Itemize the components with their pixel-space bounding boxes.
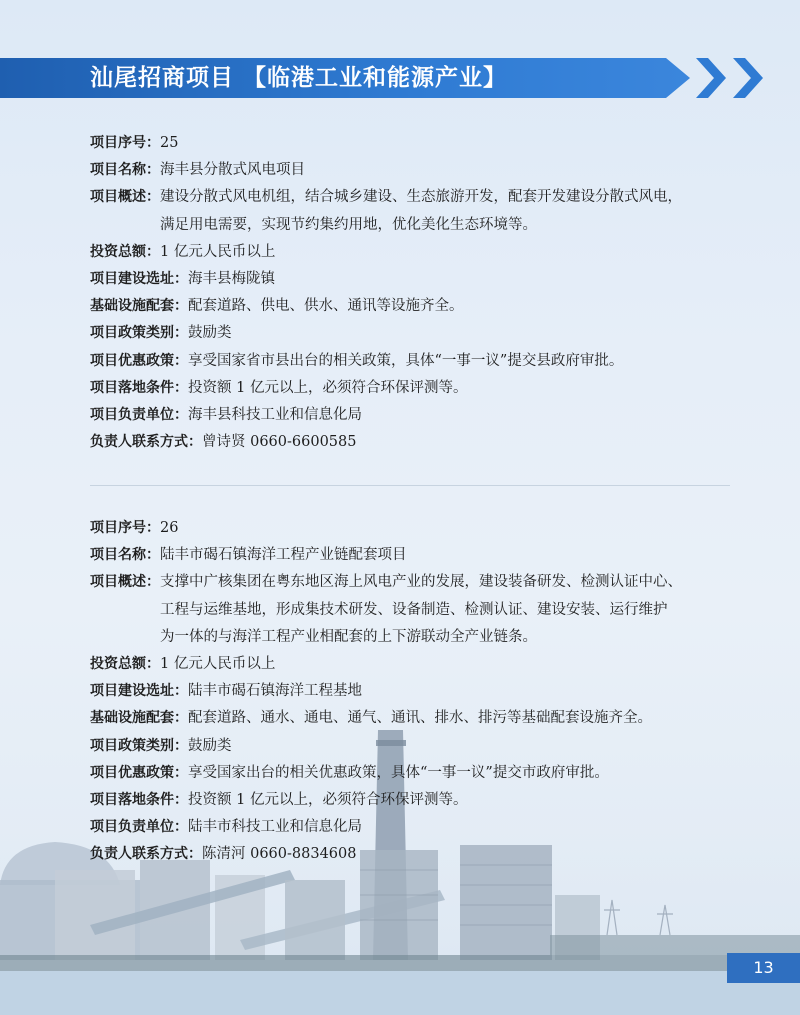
project-seq: 26 — [160, 520, 179, 536]
chevron-right-icon — [733, 58, 763, 98]
field-label: 项目建设选址： — [90, 683, 188, 700]
field-label: 项目优惠政策： — [90, 764, 188, 781]
condition-row — [90, 787, 740, 814]
site-row — [90, 678, 740, 705]
field-label: 项目建设选址： — [90, 271, 188, 288]
investment-amount: 1 亿元人民币以上 — [160, 656, 276, 673]
project-seq-row — [90, 515, 740, 542]
field-label: 项目落地条件： — [90, 792, 188, 809]
policy-type: 鼓励类 — [188, 325, 232, 342]
preferential-policy: 享受国家省市县出台的相关政策，具体“一事一议”提交县政府审批。 — [188, 352, 624, 369]
preferential-policy: 享受国家出台的相关优惠政策，具体“一事一议”提交市政府审批。 — [188, 764, 609, 781]
project-overview-row — [90, 569, 740, 651]
page-number: 13 — [727, 953, 800, 983]
project-name-row — [90, 157, 740, 184]
overview-line: 满足用电需要，实现节约集约用地，优化美化生态环境等。 — [160, 216, 537, 233]
investment-row — [90, 239, 740, 266]
investment-row — [90, 651, 740, 678]
project-site: 海丰县梅陇镇 — [188, 271, 275, 288]
field-label: 项目概述： — [90, 189, 160, 206]
unit-row — [90, 402, 740, 429]
landing-condition: 投资额 1 亿元以上，必须符合环保评测等。 — [188, 379, 468, 396]
contact-info: 曾诗贤 0660-6600585 — [202, 434, 357, 451]
field-label: 项目序号： — [90, 135, 160, 151]
project-seq-row — [90, 130, 740, 157]
contact-info: 陈清河 0660-8834608 — [202, 846, 357, 863]
benefit-row — [90, 760, 740, 787]
project-site: 陆丰市碣石镇海洋工程基地 — [188, 683, 362, 700]
contact-row — [90, 429, 740, 456]
page-title: 汕尾招商项目 【临港工业和能源产业】 — [90, 65, 508, 91]
site-row — [90, 266, 740, 293]
field-label: 项目名称： — [90, 547, 160, 564]
field-label: 项目概述： — [90, 574, 160, 591]
responsible-unit: 海丰县科技工业和信息化局 — [188, 407, 362, 424]
policy-type-row — [90, 733, 740, 760]
field-label: 项目序号： — [90, 520, 160, 536]
landing-condition: 投资额 1 亿元以上，必须符合环保评测等。 — [188, 792, 468, 809]
field-label: 项目落地条件： — [90, 379, 188, 396]
project-name: 陆丰市碣石镇海洋工程产业链配套项目 — [160, 547, 407, 564]
overview-line: 建设分散式风电机组，结合城乡建设、生态旅游开发，配套开发建设分散式风电， — [160, 189, 682, 206]
field-label: 投资总额： — [90, 243, 160, 260]
field-label: 投资总额： — [90, 656, 160, 673]
project-section — [90, 130, 740, 456]
field-label: 项目负责单位： — [90, 819, 188, 836]
section-divider — [90, 485, 730, 486]
infrastructure-row — [90, 705, 740, 732]
benefit-row — [90, 348, 740, 375]
project-seq: 25 — [160, 135, 179, 151]
field-label: 项目名称： — [90, 162, 160, 179]
field-label: 项目政策类别： — [90, 325, 188, 342]
field-label: 负责人联系方式： — [90, 434, 202, 451]
project-name-row — [90, 542, 740, 569]
infrastructure: 配套道路、供电、供水、通讯等设施齐全。 — [188, 298, 464, 315]
policy-type: 鼓励类 — [188, 737, 232, 754]
condition-row — [90, 375, 740, 402]
unit-row — [90, 814, 740, 841]
project-overview — [160, 184, 682, 238]
overview-line: 工程与运维基地，形成集技术研发、设备制造、检测认证、建设安装、运行维护 — [160, 601, 668, 618]
project-overview-row — [90, 184, 740, 238]
field-label: 项目政策类别： — [90, 737, 188, 754]
field-label: 基础设施配套： — [90, 298, 188, 315]
overview-line: 支撑中广核集团在粤东地区海上风电产业的发展，建设装备研发、检测认证中心、 — [160, 574, 682, 591]
policy-type-row — [90, 320, 740, 347]
project-overview — [160, 569, 682, 651]
overview-line: 为一体的与海洋工程产业相配套的上下游联动全产业链条。 — [160, 628, 537, 645]
chevron-right-icon — [696, 58, 726, 98]
field-label: 负责人联系方式： — [90, 846, 202, 863]
responsible-unit: 陆丰市科技工业和信息化局 — [188, 819, 362, 836]
project-name: 海丰县分散式风电项目 — [160, 162, 305, 179]
project-section — [90, 515, 740, 869]
field-label: 项目优惠政策： — [90, 352, 188, 369]
infrastructure: 配套道路、通水、通电、通气、通讯、排水、排污等基础配套设施齐全。 — [188, 710, 652, 727]
contact-row — [90, 841, 740, 868]
investment-amount: 1 亿元人民币以上 — [160, 243, 276, 260]
field-label: 基础设施配套： — [90, 710, 188, 727]
field-label: 项目负责单位： — [90, 407, 188, 424]
infrastructure-row — [90, 293, 740, 320]
